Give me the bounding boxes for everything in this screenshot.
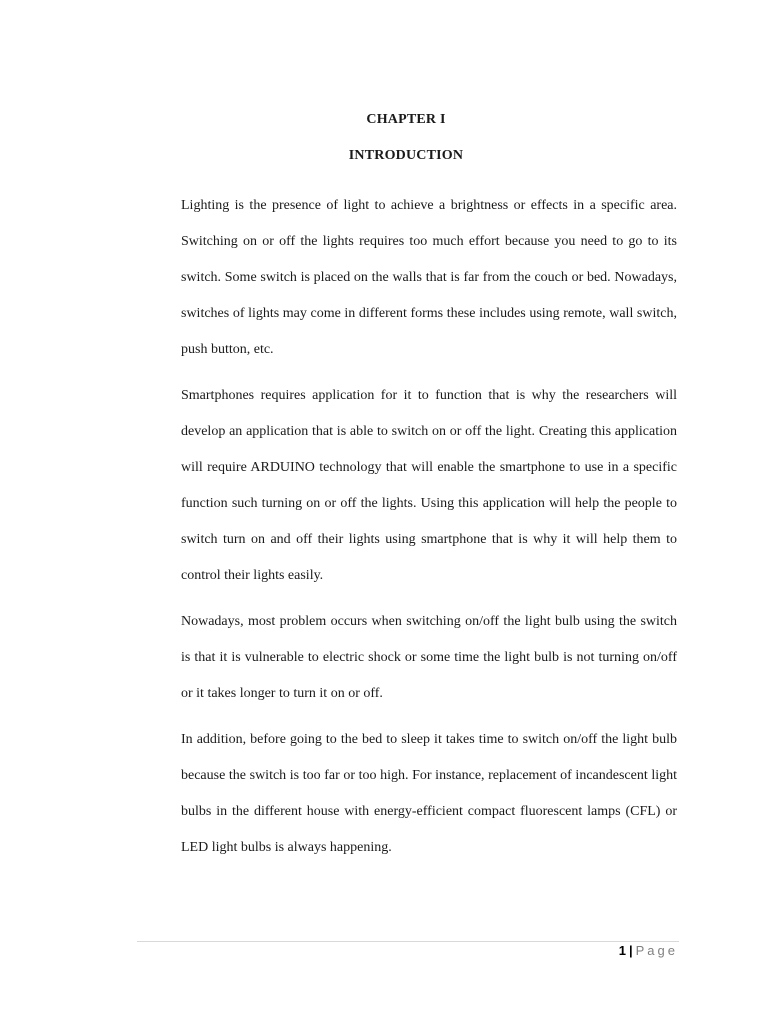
document-body: [181, 188, 677, 876]
page-footer: [619, 943, 678, 958]
footer-divider: [137, 941, 679, 942]
chapter-title: INTRODUCTION: [348, 148, 464, 163]
page-number: 1: [618, 943, 626, 958]
paragraph: Lighting is the presence of light to achieve a brightness or effects in a specific area. Switching on or off the lights requires too much effort because you need to go to its switch. Some switch is placed on the walls that is far from the couch or bed. Nowadays, switches of lights may come in different forms these includes using remote, wall switch, push button, etc.: [181, 198, 677, 357]
page-word: Page: [635, 943, 678, 958]
paragraph: Nowadays, most problem occurs when switching on/off the light bulb using the switch is that it is vulnerable to electric shock or some time the light bulb is not turning on/off or it takes longer to turn it on or off.: [181, 614, 677, 701]
chapter-label: CHAPTER I: [366, 112, 446, 127]
footer-separator: |: [628, 943, 633, 958]
paragraph: In addition, before going to the bed to sleep it takes time to switch on/off the light bulb because the switch is too far or too high. For instance, replacement of incandescent light bulbs in the different house with energy-efficient compact fluorescent lamps (CFL) or LED light bulbs is always happening.: [181, 732, 677, 855]
paragraph: Smartphones requires application for it to function that is why the researchers will develop an application that is able to switch on or off the light. Creating this application will require ARDUINO technology that will enable the smartphone to use in a specific function such turning on or off the lights. Using this application will help the people to switch turn on and off their lights using smartphone that is why it will help them to control their lights easily.: [181, 388, 677, 583]
